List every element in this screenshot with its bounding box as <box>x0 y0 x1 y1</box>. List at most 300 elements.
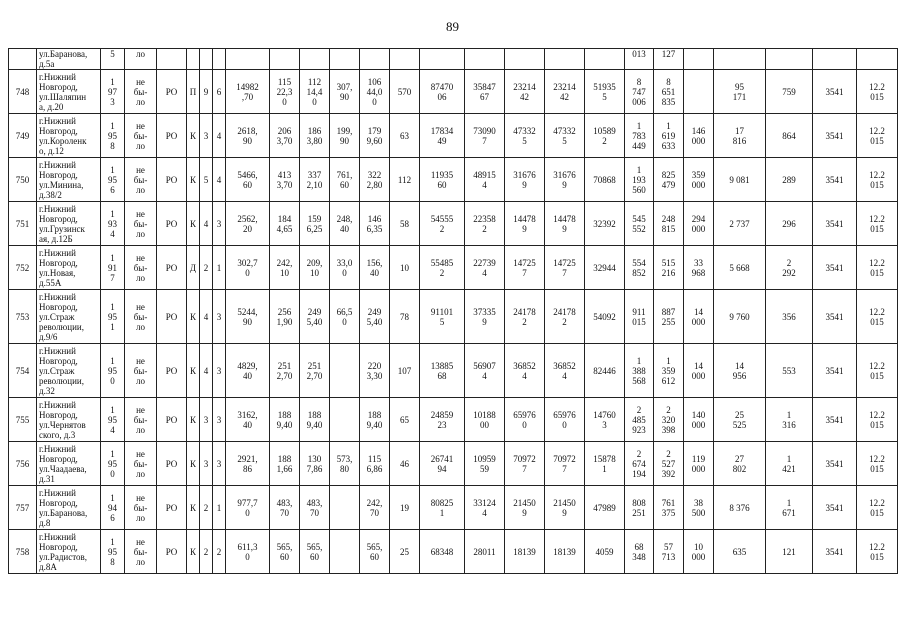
cell-limit-cost: 3541 <box>813 442 857 486</box>
table-row <box>9 442 898 486</box>
cell-residential-area: 188 9,40 <box>360 398 390 442</box>
cell-cost-b: 57 713 <box>654 530 684 574</box>
cell-last-repair: не бы- ло <box>125 70 157 114</box>
cell-municipal-area <box>330 530 360 574</box>
cell-limit-cost: 3541 <box>813 398 857 442</box>
cell-mgmt-type: РО <box>157 246 187 290</box>
cell-owners-share: 70868 <box>585 158 625 202</box>
cell-total-area: 2921, 86 <box>226 442 270 486</box>
table-row <box>9 530 898 574</box>
cell-municipal-share: 14478 9 <box>545 202 585 246</box>
cell-floors <box>200 49 213 70</box>
cell-wall-material: К <box>187 486 200 530</box>
cell-living-area: 206 3,70 <box>270 114 300 158</box>
cell-cost-a: 911 015 <box>625 290 654 344</box>
cell-year-built: 1 95 8 <box>101 114 125 158</box>
cell-limit-cost: 3541 <box>813 114 857 158</box>
cell-cost-d <box>714 49 766 70</box>
cell-cost-c: 140 000 <box>684 398 714 442</box>
cell-cost-d: 27 802 <box>714 442 766 486</box>
cell-cost-b: 1 359 612 <box>654 344 684 398</box>
cell-regional-share: 14725 7 <box>505 246 545 290</box>
cell-residents: 65 <box>390 398 420 442</box>
cell-address: г.Нижний Новгород, ул.Шаляпин а, д.20 <box>37 70 101 114</box>
cell-limit-cost: 3541 <box>813 486 857 530</box>
cell-residential-area: 565, 60 <box>360 530 390 574</box>
cell-fund-share: 22739 4 <box>465 246 505 290</box>
cell-deadline: 12.2 015 <box>857 246 898 290</box>
cell-total-cost: 68348 <box>420 530 465 574</box>
table-row <box>9 398 898 442</box>
cell-owners-share: 15878 1 <box>585 442 625 486</box>
cell-cost-b: 248 815 <box>654 202 684 246</box>
cell-year-built: 1 95 4 <box>101 398 125 442</box>
cell-cost-d: 14 956 <box>714 344 766 398</box>
cell-private-area: 251 2,70 <box>300 344 330 398</box>
cell-cost-d: 8 376 <box>714 486 766 530</box>
cell-last-repair: не бы- ло <box>125 486 157 530</box>
cell-entrances: 1 <box>213 246 226 290</box>
cell-cost-c: 146 000 <box>684 114 714 158</box>
cell-residents: 19 <box>390 486 420 530</box>
cell-fund-share: 35847 67 <box>465 70 505 114</box>
cell-total-cost: 55485 2 <box>420 246 465 290</box>
cell-owners-share: 14760 3 <box>585 398 625 442</box>
table-row <box>9 290 898 344</box>
cell-cost-b: 127 <box>654 49 684 70</box>
cell-limit-cost <box>813 49 857 70</box>
cell-wall-material: К <box>187 442 200 486</box>
cell-cost-a: 1 388 568 <box>625 344 654 398</box>
cell-owners-share: 51935 5 <box>585 70 625 114</box>
cell-fund-share: 28011 <box>465 530 505 574</box>
cell-regional-share: 21450 9 <box>505 486 545 530</box>
cell-cost-per-m2: 1 316 <box>766 398 813 442</box>
cell-residents <box>390 49 420 70</box>
cell-cost-per-m2: 1 671 <box>766 486 813 530</box>
cell-mgmt-type: РО <box>157 344 187 398</box>
cell-total-area: 302,7 0 <box>226 246 270 290</box>
cell-floors: 5 <box>200 158 213 202</box>
cell-owners-share: 32944 <box>585 246 625 290</box>
cell-last-repair: ло <box>125 49 157 70</box>
cell-cost-b: 761 375 <box>654 486 684 530</box>
cell-row-number: 756 <box>9 442 37 486</box>
cell-living-area: 188 1,66 <box>270 442 300 486</box>
cell-residents: 112 <box>390 158 420 202</box>
cell-fund-share: 10188 00 <box>465 398 505 442</box>
cell-year-built: 1 94 6 <box>101 486 125 530</box>
cell-owners-share: 47989 <box>585 486 625 530</box>
cell-total-area: 5244, 90 <box>226 290 270 344</box>
cell-wall-material: К <box>187 114 200 158</box>
cell-municipal-share: 70972 7 <box>545 442 585 486</box>
cell-residential-area: 242, 70 <box>360 486 390 530</box>
cell-wall-material: Д <box>187 246 200 290</box>
cell-limit-cost: 3541 <box>813 290 857 344</box>
cell-regional-share: 70972 7 <box>505 442 545 486</box>
cell-address: г.Нижний Новгород, ул.Радистов, д.8А <box>37 530 101 574</box>
cell-cost-c: 10 000 <box>684 530 714 574</box>
cell-entrances: 3 <box>213 202 226 246</box>
cell-total-area: 2618, 90 <box>226 114 270 158</box>
cell-mgmt-type: РО <box>157 202 187 246</box>
cell-deadline: 12.2 015 <box>857 158 898 202</box>
cell-total-cost: 11935 60 <box>420 158 465 202</box>
cell-year-built: 1 95 0 <box>101 344 125 398</box>
cell-cost-c <box>684 49 714 70</box>
cell-cost-per-m2: 864 <box>766 114 813 158</box>
cell-residential-area: 322 2,80 <box>360 158 390 202</box>
cell-cost-a: 68 348 <box>625 530 654 574</box>
cell-cost-d: 9 081 <box>714 158 766 202</box>
cell-cost-b: 887 255 <box>654 290 684 344</box>
cell-total-cost: 17834 49 <box>420 114 465 158</box>
cell-row-number: 752 <box>9 246 37 290</box>
cell-row-number <box>9 49 37 70</box>
cell-regional-share: 31676 9 <box>505 158 545 202</box>
cell-floors: 2 <box>200 486 213 530</box>
cell-regional-share: 36852 4 <box>505 344 545 398</box>
cell-residential-area: 179 9,60 <box>360 114 390 158</box>
table-row <box>9 114 898 158</box>
cell-municipal-area: 307, 90 <box>330 70 360 114</box>
cell-last-repair: не бы- ло <box>125 202 157 246</box>
cell-cost-c: 14 000 <box>684 344 714 398</box>
cell-year-built: 1 93 4 <box>101 202 125 246</box>
cell-private-area: 209, 10 <box>300 246 330 290</box>
cell-row-number: 754 <box>9 344 37 398</box>
cell-cost-a: 1 783 449 <box>625 114 654 158</box>
cell-private-area: 337 2,10 <box>300 158 330 202</box>
cell-municipal-area <box>330 49 360 70</box>
cell-last-repair: не бы- ло <box>125 158 157 202</box>
cell-total-area: 14982 ,70 <box>226 70 270 114</box>
cell-municipal-share: 36852 4 <box>545 344 585 398</box>
cell-municipal-area: 761, 60 <box>330 158 360 202</box>
cell-regional-share: 24178 2 <box>505 290 545 344</box>
cell-owners-share <box>585 49 625 70</box>
cell-private-area: 130 7,86 <box>300 442 330 486</box>
cell-municipal-share: 14725 7 <box>545 246 585 290</box>
cell-living-area: 188 9,40 <box>270 398 300 442</box>
cell-living-area: 115 22,3 0 <box>270 70 300 114</box>
cell-residents: 10 <box>390 246 420 290</box>
cell-municipal-area <box>330 398 360 442</box>
cell-cost-per-m2: 289 <box>766 158 813 202</box>
cell-cost-per-m2: 296 <box>766 202 813 246</box>
housing-register-table <box>8 48 898 574</box>
cell-last-repair: не бы- ло <box>125 442 157 486</box>
cell-row-number: 749 <box>9 114 37 158</box>
cell-living-area: 413 3,70 <box>270 158 300 202</box>
cell-private-area <box>300 49 330 70</box>
cell-fund-share: 56907 4 <box>465 344 505 398</box>
cell-cost-d: 635 <box>714 530 766 574</box>
cell-mgmt-type: РО <box>157 530 187 574</box>
cell-entrances: 4 <box>213 158 226 202</box>
cell-deadline: 12.2 015 <box>857 290 898 344</box>
cell-floors: 3 <box>200 114 213 158</box>
cell-cost-b: 2 527 392 <box>654 442 684 486</box>
cell-row-number: 751 <box>9 202 37 246</box>
cell-private-area: 249 5,40 <box>300 290 330 344</box>
cell-cost-c: 14 000 <box>684 290 714 344</box>
cell-residential-area: 146 6,35 <box>360 202 390 246</box>
cell-living-area: 483, 70 <box>270 486 300 530</box>
cell-living-area: 565, 60 <box>270 530 300 574</box>
cell-cost-c: 38 500 <box>684 486 714 530</box>
cell-mgmt-type: РО <box>157 442 187 486</box>
cell-cost-a: 2 485 923 <box>625 398 654 442</box>
cell-fund-share: 37335 9 <box>465 290 505 344</box>
cell-residents: 78 <box>390 290 420 344</box>
cell-cost-c: 294 000 <box>684 202 714 246</box>
cell-total-cost: 91101 5 <box>420 290 465 344</box>
cell-living-area <box>270 49 300 70</box>
cell-cost-d: 9 760 <box>714 290 766 344</box>
cell-year-built: 1 95 1 <box>101 290 125 344</box>
cell-regional-share: 18139 <box>505 530 545 574</box>
cell-owners-share: 4059 <box>585 530 625 574</box>
cell-municipal-area: 66,5 0 <box>330 290 360 344</box>
cell-year-built: 5 <box>101 49 125 70</box>
table-row <box>9 70 898 114</box>
cell-deadline: 12.2 015 <box>857 398 898 442</box>
cell-address: г.Нижний Новгород, ул.Страж революции, д.32 <box>37 344 101 398</box>
cell-fund-share <box>465 49 505 70</box>
cell-row-number: 748 <box>9 70 37 114</box>
cell-municipal-area: 199, 90 <box>330 114 360 158</box>
page-number: 89 <box>446 19 459 34</box>
cell-residents: 25 <box>390 530 420 574</box>
cell-living-area: 256 1,90 <box>270 290 300 344</box>
cell-total-area: 977,7 0 <box>226 486 270 530</box>
cell-last-repair: не бы- ло <box>125 246 157 290</box>
cell-wall-material: К <box>187 344 200 398</box>
cell-owners-share: 10589 2 <box>585 114 625 158</box>
table-row <box>9 158 898 202</box>
cell-address: г.Нижний Новгород, ул.Новая, д.55А <box>37 246 101 290</box>
cell-municipal-share: 21450 9 <box>545 486 585 530</box>
cell-residential-area: 249 5,40 <box>360 290 390 344</box>
cell-total-area: 3162, 40 <box>226 398 270 442</box>
cell-cost-per-m2: 2 292 <box>766 246 813 290</box>
cell-cost-per-m2 <box>766 49 813 70</box>
cell-entrances: 1 <box>213 486 226 530</box>
cell-limit-cost: 3541 <box>813 246 857 290</box>
cell-address: г.Нижний Новгород, ул.Баранова, д.8 <box>37 486 101 530</box>
cell-municipal-share: 47332 5 <box>545 114 585 158</box>
cell-cost-a: 808 251 <box>625 486 654 530</box>
cell-municipal-share <box>545 49 585 70</box>
cell-living-area: 242, 10 <box>270 246 300 290</box>
cell-cost-d: 17 816 <box>714 114 766 158</box>
cell-address: г.Нижний Новгород, ул.Страж революции, д.9/6 <box>37 290 101 344</box>
cell-residential-area: 156, 40 <box>360 246 390 290</box>
cell-municipal-share: 18139 <box>545 530 585 574</box>
cell-total-cost: 13885 68 <box>420 344 465 398</box>
cell-wall-material: К <box>187 202 200 246</box>
cell-year-built: 1 97 3 <box>101 70 125 114</box>
cell-floors: 2 <box>200 530 213 574</box>
cell-entrances: 3 <box>213 344 226 398</box>
cell-address: г.Нижний Новгород, ул.Чаадаева, д.31 <box>37 442 101 486</box>
cell-municipal-area <box>330 344 360 398</box>
cell-deadline: 12.2 015 <box>857 202 898 246</box>
cell-wall-material: П <box>187 70 200 114</box>
cell-cost-d: 25 525 <box>714 398 766 442</box>
table-row-continued <box>9 49 898 70</box>
cell-deadline: 12.2 015 <box>857 442 898 486</box>
cell-total-area <box>226 49 270 70</box>
cell-owners-share: 54092 <box>585 290 625 344</box>
cell-municipal-share: 23214 42 <box>545 70 585 114</box>
table-row <box>9 344 898 398</box>
cell-private-area: 565, 60 <box>300 530 330 574</box>
cell-residential-area: 106 44,0 0 <box>360 70 390 114</box>
cell-total-cost: 54555 2 <box>420 202 465 246</box>
cell-total-area: 5466, 60 <box>226 158 270 202</box>
cell-mgmt-type: РО <box>157 114 187 158</box>
cell-row-number: 750 <box>9 158 37 202</box>
cell-residential-area <box>360 49 390 70</box>
cell-floors: 2 <box>200 246 213 290</box>
cell-cost-d: 5 668 <box>714 246 766 290</box>
cell-cost-a: 2 674 194 <box>625 442 654 486</box>
cell-cost-c: 33 968 <box>684 246 714 290</box>
cell-mgmt-type: РО <box>157 70 187 114</box>
cell-floors: 9 <box>200 70 213 114</box>
cell-last-repair: не бы- ло <box>125 530 157 574</box>
cell-floors: 3 <box>200 398 213 442</box>
cell-cost-a: 013 <box>625 49 654 70</box>
cell-owners-share: 82446 <box>585 344 625 398</box>
cell-address: г.Нижний Новгород, ул.Минина, д.38/2 <box>37 158 101 202</box>
cell-fund-share: 73090 7 <box>465 114 505 158</box>
cell-total-cost: 80825 1 <box>420 486 465 530</box>
cell-deadline: 12.2 015 <box>857 486 898 530</box>
cell-mgmt-type: РО <box>157 486 187 530</box>
cell-entrances <box>213 49 226 70</box>
cell-cost-b: 515 216 <box>654 246 684 290</box>
cell-last-repair: не бы- ло <box>125 290 157 344</box>
cell-limit-cost: 3541 <box>813 158 857 202</box>
cell-deadline: 12.2 015 <box>857 114 898 158</box>
cell-entrances: 3 <box>213 290 226 344</box>
cell-cost-per-m2: 1 421 <box>766 442 813 486</box>
table-row <box>9 486 898 530</box>
cell-owners-share: 32392 <box>585 202 625 246</box>
cell-total-area: 611,3 0 <box>226 530 270 574</box>
cell-deadline: 12.2 015 <box>857 344 898 398</box>
cell-floors: 4 <box>200 202 213 246</box>
cell-total-area: 4829, 40 <box>226 344 270 398</box>
cell-fund-share: 48915 4 <box>465 158 505 202</box>
cell-wall-material: К <box>187 530 200 574</box>
cell-entrances: 3 <box>213 398 226 442</box>
cell-regional-share: 14478 9 <box>505 202 545 246</box>
cell-limit-cost: 3541 <box>813 530 857 574</box>
cell-floors: 3 <box>200 442 213 486</box>
cell-entrances: 3 <box>213 442 226 486</box>
cell-residents: 63 <box>390 114 420 158</box>
cell-entrances: 2 <box>213 530 226 574</box>
cell-cost-b: 1 619 633 <box>654 114 684 158</box>
cell-cost-d: 95 171 <box>714 70 766 114</box>
cell-wall-material: К <box>187 158 200 202</box>
cell-residents: 46 <box>390 442 420 486</box>
cell-regional-share: 65976 0 <box>505 398 545 442</box>
cell-residents: 570 <box>390 70 420 114</box>
cell-cost-a: 8 747 006 <box>625 70 654 114</box>
table-row <box>9 202 898 246</box>
cell-last-repair: не бы- ло <box>125 398 157 442</box>
cell-year-built: 1 95 8 <box>101 530 125 574</box>
cell-address: ул.Баранова, д.5а <box>37 49 101 70</box>
cell-limit-cost: 3541 <box>813 202 857 246</box>
table-row <box>9 246 898 290</box>
cell-residential-area: 220 3,30 <box>360 344 390 398</box>
cell-total-cost: 26741 94 <box>420 442 465 486</box>
cell-private-area: 112 14,4 0 <box>300 70 330 114</box>
cell-address: г.Нижний Новгород, ул.Чернятов ского, д.3 <box>37 398 101 442</box>
cell-fund-share: 10959 59 <box>465 442 505 486</box>
cell-cost-a: 554 852 <box>625 246 654 290</box>
cell-floors: 4 <box>200 344 213 398</box>
cell-cost-b: 825 479 <box>654 158 684 202</box>
cell-wall-material: К <box>187 290 200 344</box>
cell-year-built: 1 95 6 <box>101 158 125 202</box>
cell-cost-d: 2 737 <box>714 202 766 246</box>
cell-municipal-area: 573, 80 <box>330 442 360 486</box>
cell-cost-per-m2: 759 <box>766 70 813 114</box>
cell-total-cost <box>420 49 465 70</box>
cell-municipal-area: 33,0 0 <box>330 246 360 290</box>
cell-address: г.Нижний Новгород, ул.Короленк о, д.12 <box>37 114 101 158</box>
cell-cost-per-m2: 121 <box>766 530 813 574</box>
cell-cost-per-m2: 356 <box>766 290 813 344</box>
cell-year-built: 1 91 7 <box>101 246 125 290</box>
cell-regional-share <box>505 49 545 70</box>
cell-total-area: 2562, 20 <box>226 202 270 246</box>
cell-total-cost: 87470 06 <box>420 70 465 114</box>
cell-private-area: 188 9,40 <box>300 398 330 442</box>
cell-wall-material <box>187 49 200 70</box>
cell-regional-share: 23214 42 <box>505 70 545 114</box>
cell-cost-a: 545 552 <box>625 202 654 246</box>
cell-row-number: 755 <box>9 398 37 442</box>
cell-residents: 58 <box>390 202 420 246</box>
cell-entrances: 4 <box>213 114 226 158</box>
cell-living-area: 251 2,70 <box>270 344 300 398</box>
cell-cost-c: 359 000 <box>684 158 714 202</box>
cell-residents: 107 <box>390 344 420 398</box>
cell-last-repair: не бы- ло <box>125 114 157 158</box>
cell-living-area: 184 4,65 <box>270 202 300 246</box>
cell-cost-b: 8 651 835 <box>654 70 684 114</box>
cell-row-number: 757 <box>9 486 37 530</box>
cell-row-number: 758 <box>9 530 37 574</box>
cell-floors: 4 <box>200 290 213 344</box>
cell-municipal-share: 24178 2 <box>545 290 585 344</box>
cell-cost-b: 2 320 398 <box>654 398 684 442</box>
cell-fund-share: 33124 4 <box>465 486 505 530</box>
cell-limit-cost: 3541 <box>813 70 857 114</box>
cell-cost-per-m2: 553 <box>766 344 813 398</box>
cell-fund-share: 22358 2 <box>465 202 505 246</box>
cell-deadline <box>857 49 898 70</box>
